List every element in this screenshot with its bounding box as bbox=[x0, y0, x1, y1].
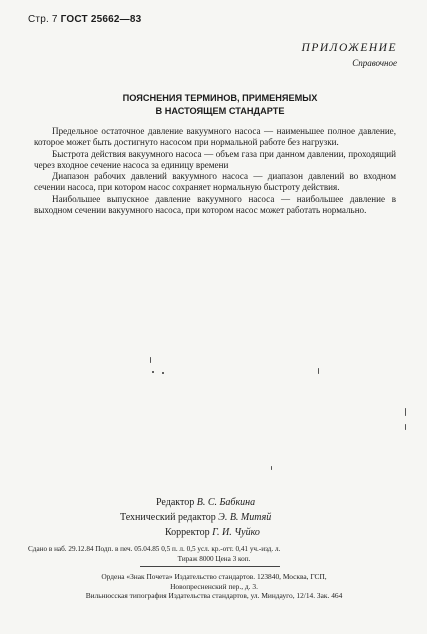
appendix-title: ПРИЛОЖЕНИЕ bbox=[301, 42, 397, 54]
section-title-line-1: ПОЯСНЕНИЯ ТЕРМИНОВ, ПРИМЕНЯЕМЫХ bbox=[122, 93, 318, 103]
term-paragraph: Предельное остаточное давление вакуумного насоса — наименьшее полное давление, которое может быть достигнуто насосом при нормальной работе без нагрузки. bbox=[34, 126, 396, 148]
section-title bbox=[60, 92, 380, 118]
term-paragraph: Быстрота действия вакуумного насоса — объем газа при данном давлении, проходящий через входное сечение насоса за единицу времени bbox=[34, 148, 396, 170]
scan-speck bbox=[162, 372, 164, 374]
imprint-line-1: Сдано в наб. 29.12.84 Подп. в печ. 05.04.85 0,5 п. л. 0,5 усл. кр.-отт. 0,41 уч.-изд. л. bbox=[28, 545, 281, 553]
scan-speck bbox=[150, 357, 151, 363]
printer-line: Вильнюсская типография Издательства стандартов, ул. Миндауго, 12/14. Зак. 464 bbox=[85, 591, 343, 601]
scan-speck bbox=[405, 408, 406, 416]
imprint-line-2: Тираж 8000 Цена 3 коп. bbox=[177, 554, 251, 563]
scan-speck bbox=[405, 424, 406, 430]
term-paragraph: Диапазон рабочих давлений вакуумного насоса — диапазон давлений во входном сечении насоса, при котором насос сохраняет нормальную быстроту действия. bbox=[34, 171, 396, 193]
appendix-label bbox=[302, 40, 397, 71]
publisher-footer bbox=[28, 572, 400, 601]
terms-body bbox=[34, 126, 396, 216]
scan-speck bbox=[152, 371, 154, 373]
appendix-subtitle: Справочное bbox=[352, 58, 397, 69]
divider bbox=[140, 566, 280, 567]
editors-block bbox=[120, 495, 271, 540]
scan-speck bbox=[271, 466, 272, 470]
print-imprint bbox=[28, 545, 400, 564]
page-number: Стр. 7 bbox=[28, 14, 58, 25]
page-header bbox=[28, 14, 141, 25]
editor-row: Редактор В. С. Бабкина bbox=[156, 497, 256, 508]
term-paragraph: Наибольшее выпускное давление вакуумного насоса — наибольшее давление в выходном сечении вакуумного насоса, при котором насос может работать нормально. bbox=[34, 193, 396, 216]
publisher-line-1: Ордена «Знак Почета» Издательство стандартов. 123840, Москва, ГСП, bbox=[101, 572, 327, 581]
proofreader-row: Корректор Г. И. Чуйко bbox=[165, 527, 260, 538]
standard-code: ГОСТ 25662—83 bbox=[60, 14, 142, 25]
technical-editor-row: Технический редактор Э. В. Митяй bbox=[120, 512, 272, 523]
scan-speck bbox=[318, 368, 319, 374]
publisher-line-2: Новопресненский пер., д. 3. bbox=[170, 581, 258, 591]
section-title-line-2: В НАСТОЯЩЕМ СТАНДАРТЕ bbox=[155, 106, 285, 116]
